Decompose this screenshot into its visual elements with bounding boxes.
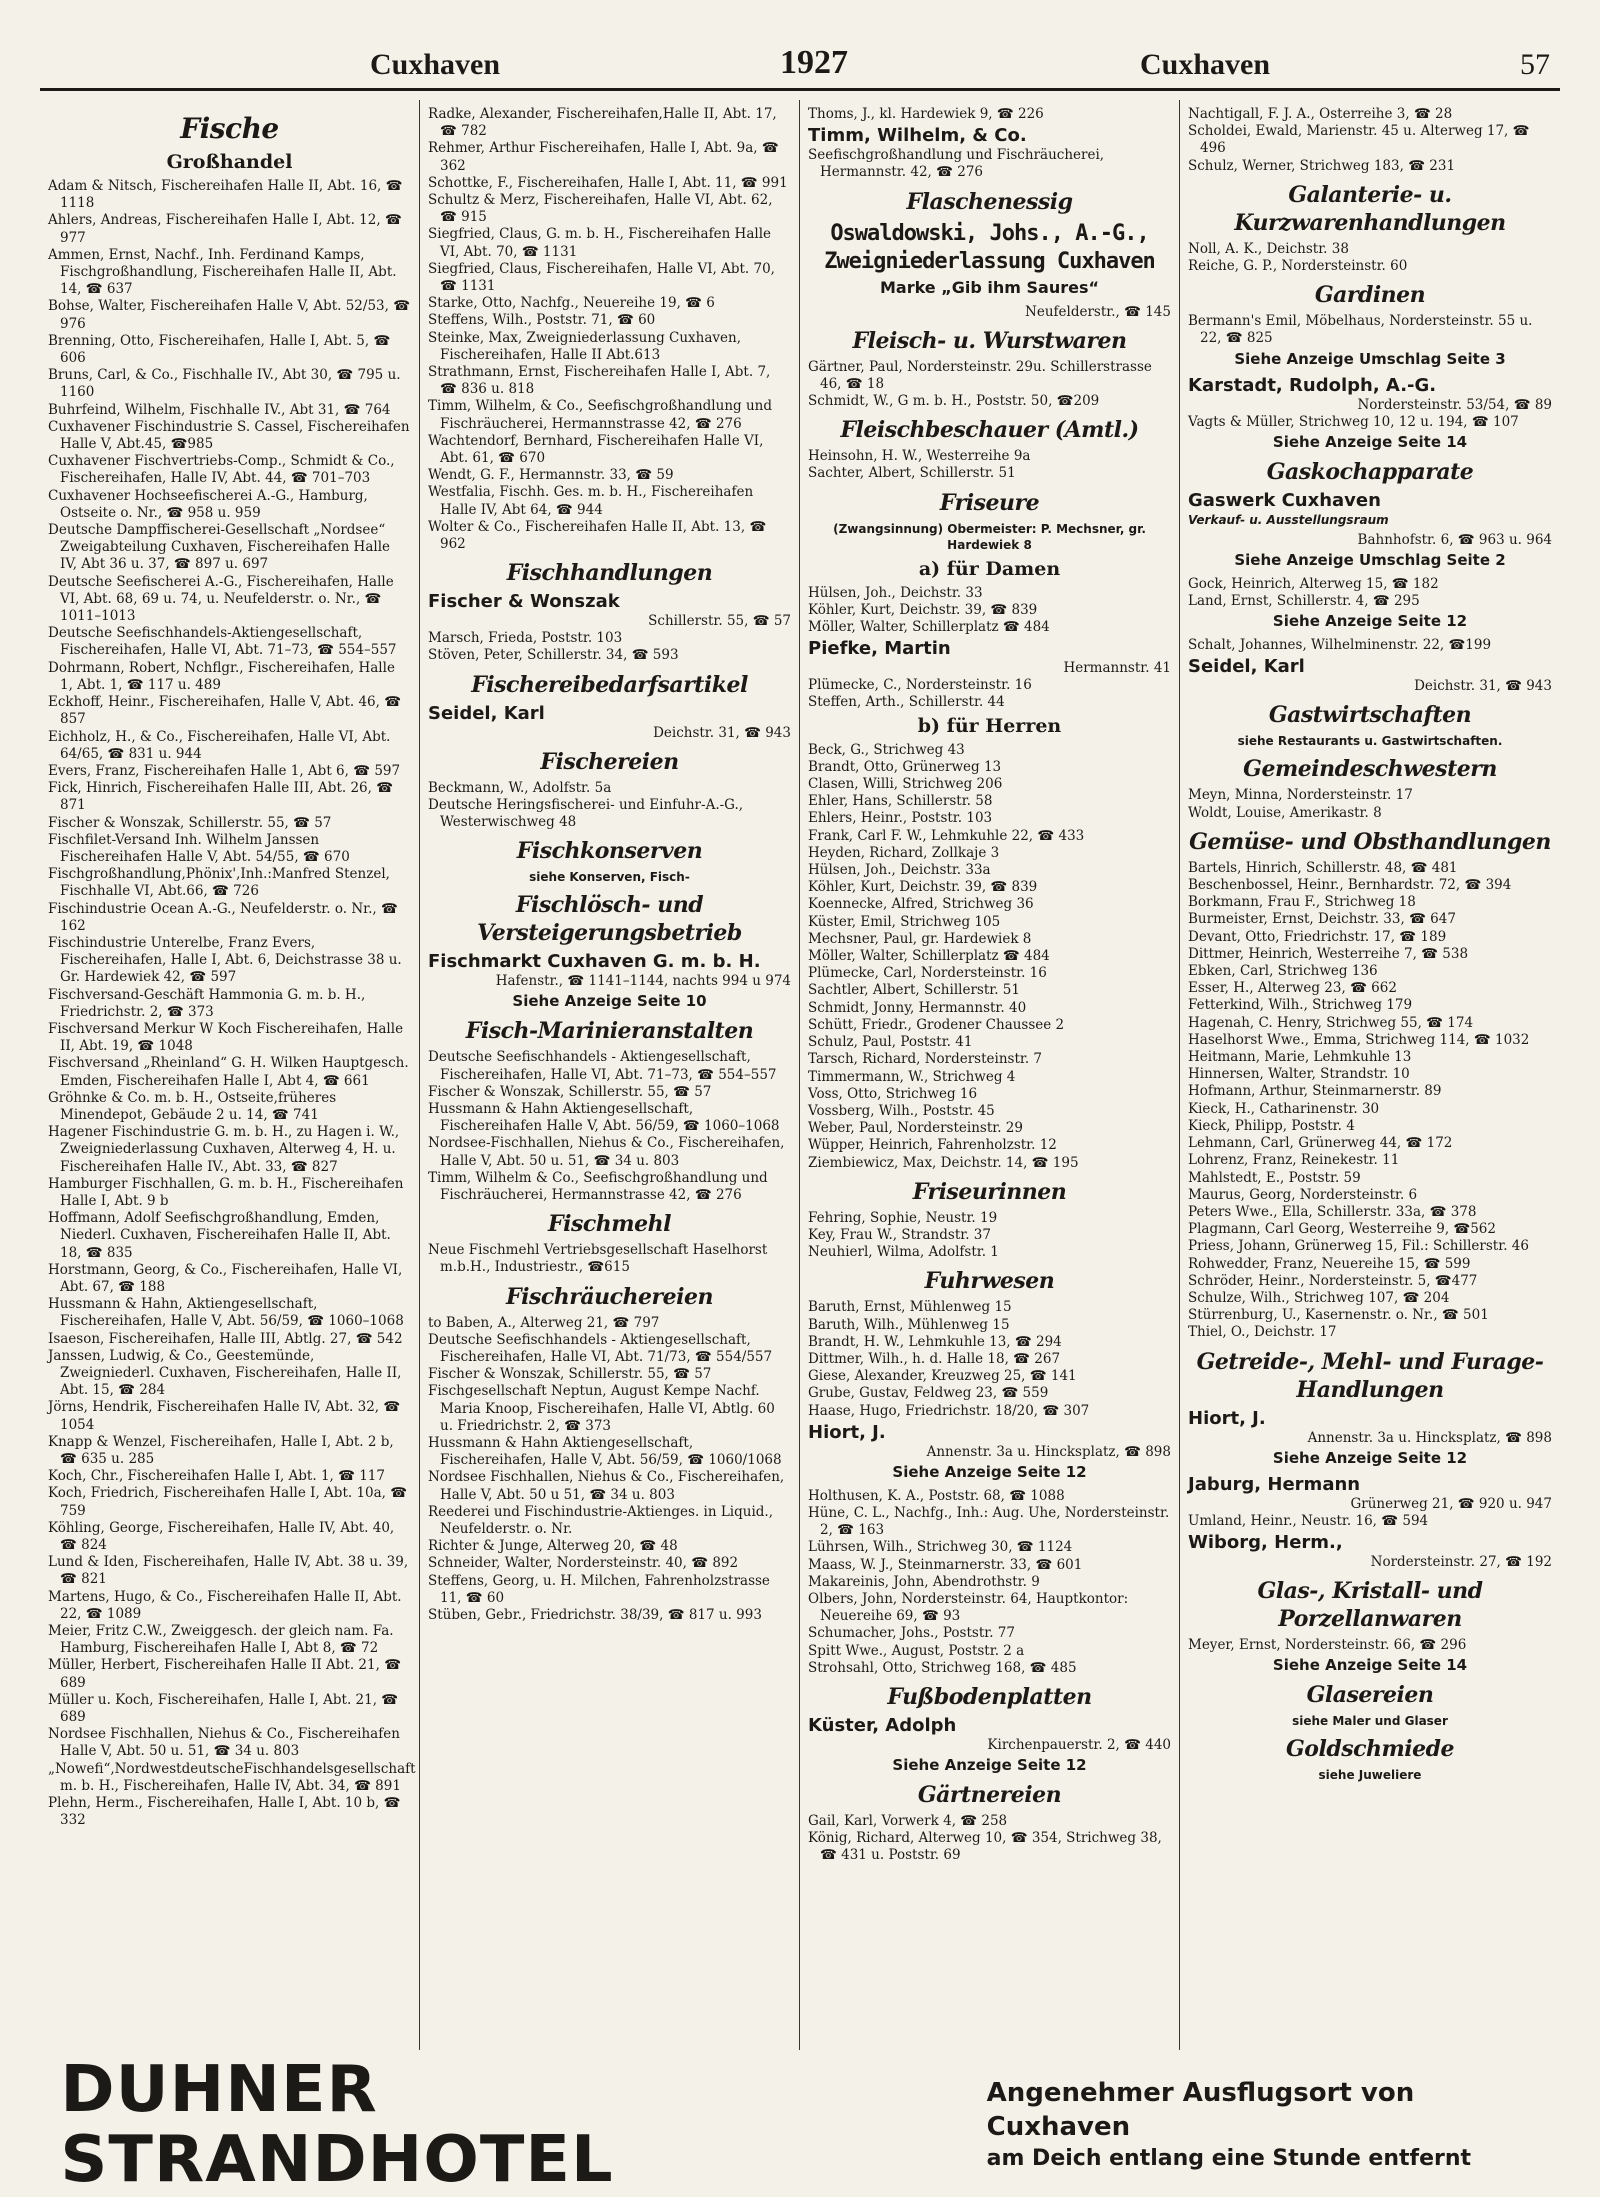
list-item: Vagts & Müller, Strichweg 10, 12 u. 194, ☎ 107 (1188, 413, 1519, 430)
header-city-right: Cuxhaven (1140, 48, 1271, 81)
ad-reference: Siehe Anzeige Seite 12 (892, 1462, 1087, 1481)
entry-list (428, 106, 791, 553)
list-item: Spitt Wwe., August, Poststr. 2 a (808, 1642, 1025, 1659)
guild-note: (Zwangsinnung) Obermeister: P. Mechsner, gr. Hardewiek 8 (833, 521, 1146, 552)
list-item: Hinnersen, Walter, Strandstr. 10 (1188, 1066, 1410, 1083)
list-item: Fischversand-Geschäft Hammonia G. m. b. H., Friedrichstr. 2, ☎ 373 (48, 986, 366, 1020)
list-item: Schulz, Paul, Poststr. 41 (808, 1034, 973, 1051)
list-item: Bohse, Walter, Fischereihafen Halle V, Abt. 52/53, ☎ 976 (48, 298, 411, 332)
entry-list (48, 178, 416, 1830)
section-title-friseurinnen: Friseurinnen (912, 1178, 1067, 1205)
list-item: Schumacher, Johs., Poststr. 77 (808, 1625, 1015, 1642)
section-title-gaertnereien: Gärtnereien (917, 1781, 1062, 1808)
list-item: to Baben, A., Alterweg 21, ☎ 797 (428, 1314, 660, 1331)
list-item: Hagenah, C. Henry, Strichweg 55, ☎ 174 (1188, 1014, 1474, 1031)
list-item: Deutsche Seefischhandels - Aktiengesellschaft, Fischereihafen, Halle VI, Abt. 71/73, ☎ 554/557 (428, 1331, 773, 1365)
firm-name-bold: Wiborg, Herm., (1188, 1531, 1343, 1553)
list-item: Kieck, H., Catharinenstr. 30 (1188, 1100, 1380, 1117)
list-item: Evers, Franz, Fischereihafen Halle 1, Abt 6, ☎ 597 (48, 762, 401, 779)
list-item: Beckmann, W., Adolfstr. 5a (428, 779, 612, 796)
section-title-fleischbeschauer: Fleischbeschauer (Amtl.) (840, 417, 1139, 444)
list-item: Martens, Hugo, & Co., Fischereihafen Halle II, Abt. 22, ☎ 1089 (48, 1588, 402, 1622)
list-item: Dittmer, Wilh., h. d. Halle 18, ☎ 267 (808, 1350, 1061, 1367)
list-item: Sachtler, Albert, Schillerstr. 51 (808, 982, 1020, 999)
list-item: Beschenbossel, Heinr., Bernhardstr. 72, ☎ 394 (1188, 877, 1512, 894)
cross-reference-note: siehe Konserven, Fisch- (529, 870, 690, 885)
firm-name-bold: Fischmarkt Cuxhaven G. m. b. H. (428, 951, 761, 973)
subsection-damen: a) für Damen (918, 557, 1061, 580)
list-item: Nordsee Fischhallen, Niehus & Co., Fischereihafen, Halle V, Abt. 50 u 51, ☎ 34 u. 803 (428, 1469, 785, 1503)
section-title-getreide: Getreide-, Mehl- und Furage-Handlungen (1196, 1348, 1544, 1403)
list-item: Deutsche Seefischhandels - Aktiengesellschaft, Fischereihafen, Halle VI, Abt. 71–73, ☎ 554–557 (428, 1049, 777, 1083)
list-item: Hussmann & Hahn Aktiengesellschaft, Fischereihafen Halle V, Abt. 56/59, ☎ 1060–1068 (428, 1100, 780, 1135)
list-item: Brenning, Otto, Fischereihafen, Halle I, Abt. 5, ☎ 606 (48, 332, 391, 367)
section-title-fischhandlungen: Fischhandlungen (506, 560, 713, 587)
list-item: Frank, Carl F. W., Lehmkuhle 22, ☎ 433 (808, 827, 1085, 844)
list-item: Nordsee Fischhallen, Niehus & Co., Fischereihafen Halle V, Abt. 50 u. 51, ☎ 34 u. 803 (48, 1726, 400, 1760)
list-item: Noll, A. K., Deichstr. 38 (1188, 240, 1349, 257)
list-item: Eichholz, H., & Co., Fischereihafen, Halle VI, Abt. 64/65, ☎ 831 u. 944 (48, 728, 391, 762)
firm-address: Deichstr. 31, ☎ 943 (653, 724, 791, 741)
list-item: Ehlers, Heinr., Poststr. 103 (808, 810, 993, 827)
list-item: Fischer & Wonszak, Schillerstr. 55, ☎ 57 (428, 1083, 712, 1100)
list-item: Borkmann, Frau F., Strichweg 18 (1188, 894, 1416, 911)
section-title-gemeindeschwestern: Gemeindeschwestern (1243, 756, 1497, 783)
firm-name-bold: Fischer & Wonszak (428, 591, 620, 613)
list-item: Lohrenz, Franz, Reinekestr. 11 (1188, 1152, 1400, 1169)
list-item: Adam & Nitsch, Fischereihafen Halle II, Abt. 16, ☎ 1118 (48, 178, 403, 212)
entry-list (1188, 637, 1552, 654)
list-item: Richter & Junge, Alterweg 20, ☎ 48 (428, 1538, 678, 1555)
list-item: Umland, Heinr., Neustr. 16, ☎ 594 (1188, 1512, 1429, 1529)
ad-reference: Siehe Anzeige Seite 12 (1272, 612, 1468, 631)
list-item: Strohsahl, Otto, Strichweg 168, ☎ 485 (808, 1659, 1077, 1676)
list-item: Fischindustrie Unterelbe, Franz Evers, Fischereihafen, Halle I, Abt. 6, Deichstrasse 38 u. Gr. Hardewiek 42, ☎ 597 (48, 934, 402, 986)
column-4 (1180, 100, 1560, 2050)
section-title-flaschenessig: Flaschenessig (906, 188, 1073, 215)
entry-list (428, 780, 791, 832)
list-item: Dittmer, Heinrich, Westerreihe 7, ☎ 538 (1188, 945, 1469, 962)
list-item: Bartels, Hinrich, Schillerstr. 48, ☎ 481 (1188, 859, 1458, 876)
list-item: Schmidt, Jonny, Hermannstr. 40 (808, 999, 1027, 1016)
list-item: Makareinis, John, Abendrothstr. 9 (808, 1573, 1040, 1590)
list-item: Hagener Fischindustrie G. m. b. H., zu Hagen i. W., Zweigniederlassung Cuxhaven, Alterweg 4, H. u. Fischereihafen Halle IV., Abt. 33, ☎ 827 (48, 1124, 400, 1175)
list-item: Schütt, Friedr., Grodener Chaussee 2 (808, 1016, 1065, 1033)
list-item: Fetterkind, Wilh., Strichweg 179 (1188, 997, 1413, 1014)
column-2 (420, 100, 800, 2050)
list-item: Thoms, J., kl. Hardewiek 9, ☎ 226 (808, 106, 1044, 122)
entry-list (1188, 313, 1552, 347)
firm-name-bold: Küster, Adolph (808, 1714, 957, 1736)
subsection-herren: b) für Herren (917, 714, 1062, 737)
page-header (40, 40, 1560, 91)
list-item: Dohrmann, Robert, Nchflgr., Fischereihafen, Halle 1, Abt. 1, ☎ 117 u. 489 (48, 659, 395, 693)
list-item: Köhler, Kurt, Deichstr. 39, ☎ 839 (808, 879, 1038, 896)
entry-list (1188, 1513, 1552, 1530)
entry-list (808, 1299, 1171, 1419)
list-item: Mahlstedt, E., Poststr. 59 (1188, 1169, 1361, 1186)
brand-slogan: Marke „Gib ihm Saures“ (879, 277, 1099, 297)
section-title-fischraeuchereien: Fischräuchereien (506, 1283, 713, 1310)
firm-address: Kirchenpauerstr. 2, ☎ 440 (987, 1736, 1171, 1753)
list-item: Jörns, Hendrik, Fischereihafen Halle IV, Abt. 32, ☎ 1054 (48, 1399, 401, 1433)
list-item: Steffens, Georg, u. H. Milchen, Fahrenholzstrasse 11, ☎ 60 (428, 1572, 770, 1606)
list-item: Giese, Alexander, Kreuzweg 25, ☎ 141 (808, 1368, 1077, 1385)
list-item: Fischindustrie Ocean A.-G., Neufelderstr. o. Nr., ☎ 162 (48, 900, 398, 934)
list-item: Gärtner, Paul, Nordersteinstr. 29u. Schillerstrasse 46, ☎ 18 (808, 358, 1152, 392)
list-item: Wachtendorf, Bernhard, Fischereihafen Halle VI, Abt. 61, ☎ 670 (428, 432, 764, 467)
list-item: Peters Wwe., Ella, Schillerstr. 33a, ☎ 378 (1188, 1203, 1477, 1220)
list-item: Voss, Otto, Strichweg 16 (808, 1085, 978, 1102)
list-item: Woldt, Louise, Amerikastr. 8 (1188, 804, 1382, 821)
list-item: Heyden, Richard, Zollkaje 3 (808, 844, 1000, 861)
list-item: Ebken, Carl, Strichweg 136 (1188, 963, 1378, 980)
list-item: Hülsen, Joh., Deichstr. 33 (808, 584, 983, 601)
firm-address: Nordersteinstr. 27, ☎ 192 (1370, 1553, 1552, 1570)
firm-address: Annenstr. 3a u. Hincksplatz, ☎ 898 (1307, 1429, 1552, 1446)
firm-name-bold: Hiort, J. (1188, 1407, 1266, 1429)
list-item: Siegfried, Claus, G. m. b. H., Fischereihafen Halle VI, Abt. 70, ☎ 1131 (428, 226, 771, 260)
list-item: König, Richard, Alterweg 10, ☎ 354, Strichweg 38, ☎ 431 u. Poststr. 69 (808, 1830, 1162, 1864)
list-item: Gröhnke & Co. m. b. H., Ostseite,früheres Minendepot, Gebäude 2 u. 14, ☎ 741 (48, 1089, 337, 1123)
list-item: Hussmann & Hahn Aktiengesellschaft, Fischereihafen, Halle V, Abt. 56/59, ☎ 1060/1068 (428, 1434, 782, 1469)
section-title-fischloesch: Fischlösch- und Versteigerungsbetrieb (477, 892, 742, 947)
list-item: Tarsch, Richard, Nordersteinstr. 7 (808, 1051, 1043, 1068)
list-item: Lührsen, Wilh., Strichweg 30, ☎ 1124 (808, 1539, 1073, 1556)
list-item: Kieck, Philipp, Poststr. 4 (1188, 1117, 1355, 1134)
list-item: Küster, Emil, Strichweg 105 (808, 913, 1001, 930)
ad-reference: Siehe Anzeige Seite 12 (892, 1755, 1087, 1774)
entry-list (808, 677, 1171, 711)
list-item: Reederei und Fischindustrie-Aktienges. in Liquid., Neufelderstr. o. Nr. (428, 1503, 774, 1537)
list-item: Maurus, Georg, Nordersteinstr. 6 (1188, 1186, 1418, 1203)
header-year: 1927 (780, 44, 848, 81)
cross-reference-note: siehe Juweliere (1318, 1767, 1422, 1782)
entry-list (808, 1488, 1171, 1677)
entry-list (1188, 860, 1552, 1342)
list-item: Möller, Walter, Schillerplatz ☎ 484 (808, 948, 1050, 965)
list-item: Meier, Fritz C.W., Zweiggesch. der gleich nam. Fa. Hamburg, Fischereihafen Halle I, Abt 8, ☎ 72 (48, 1623, 394, 1657)
banner-line-2: am Deich entlang eine Stunde entfernt (986, 2146, 1472, 2171)
list-item: Heitmann, Marie, Lehmkuhle 13 (1188, 1049, 1412, 1066)
entry-list (1188, 787, 1552, 821)
list-item: Brandt, H. W., Lehmkuhle 13, ☎ 294 (808, 1333, 1062, 1350)
list-item: Burmeister, Ernst, Deichstr. 33, ☎ 647 (1188, 911, 1456, 928)
list-item: Beck, G., Strichweg 43 (808, 741, 965, 758)
section-title-glasereien: Glasereien (1306, 1681, 1434, 1708)
section-title-fussbodenplatten: Fußbodenplatten (887, 1683, 1092, 1710)
list-item: Mechsner, Paul, gr. Hardewiek 8 (808, 930, 1032, 947)
list-item: Wolter & Co., Fischereihafen Halle II, Abt. 13, ☎ 962 (428, 518, 767, 553)
header-city-left: Cuxhaven (370, 48, 501, 81)
section-title-friseure: Friseure (939, 489, 1040, 516)
list-item: Isaeson, Fischereihafen, Halle III, Abtlg. 27, ☎ 542 (48, 1330, 403, 1347)
list-item: Fischversand Merkur W Koch Fischereihafen, Halle II, Abt. 19, ☎ 1048 (48, 1020, 404, 1055)
list-item: Schultz & Merz, Fischereihafen, Halle VI, Abt. 62, ☎ 915 (428, 192, 773, 226)
list-item: Brandt, Otto, Grünerweg 13 (808, 758, 1002, 775)
banner-line-1: Angenehmer Ausflugsort von Cuxhaven (986, 2078, 1415, 2142)
section-subtitle-grosshandel: Großhandel (166, 151, 293, 173)
section-title-gastwirtschaften: Gastwirtschaften (1268, 702, 1472, 729)
firm-subline: Verkauf- u. Ausstellungsraum (1188, 512, 1389, 527)
list-item: Ziembiewicz, Max, Deichstr. 14, ☎ 195 (808, 1154, 1079, 1171)
list-item: Fick, Hinrich, Fischereihafen Halle III, Abt. 26, ☎ 871 (48, 780, 394, 814)
firm-name-bold: Karstadt, Rudolph, A.-G. (1188, 374, 1437, 396)
section-title-marinieranstalten: Fisch-Marinieranstalten (465, 1018, 754, 1045)
list-item: Bermann's Emil, Möbelhaus, Nordersteinstr. 55 u. 22, ☎ 825 (1188, 313, 1533, 347)
ad-reference: Siehe Anzeige Umschlag Seite 3 (1234, 349, 1506, 368)
section-title-gaskochapparate: Gaskochapparate (1266, 458, 1474, 485)
list-item: Holthusen, K. A., Poststr. 68, ☎ 1088 (808, 1487, 1065, 1504)
list-item: Koch, Friedrich, Fischereihafen Halle I, Abt. 10a, ☎ 759 (48, 1485, 408, 1519)
firm-address: Hermannstr. 41 (1063, 660, 1171, 677)
list-item: Cuxhavener Hochseefischerei A.-G., Hamburg, Ostseite o. Nr., ☎ 958 u. 959 (48, 487, 368, 521)
list-item: Steffen, Arth., Schillerstr. 44 (808, 694, 1005, 711)
list-item: Hofmann, Arthur, Steinmarnerstr. 89 (1188, 1083, 1442, 1100)
list-item: Janssen, Ludwig, & Co., Geestemünde, Zweigniederl. Cuxhaven, Fischereihafen, Halle II, Abt. 15, ☎ 284 (48, 1347, 402, 1399)
list-item: Deutsche Seefischerei A.-G., Fischereihafen, Halle VI, Abt. 68, 69 u. 74, u. Neufelderstr. o. Nr., ☎ 1011–1013 (48, 573, 394, 625)
column-1 (40, 100, 420, 2050)
list-item: Schulze, Wilh., Strichweg 107, ☎ 204 (1188, 1289, 1450, 1306)
banner-tagline (987, 2076, 1560, 2174)
firm-address: Nordersteinstr. 53/54, ☎ 89 (1357, 396, 1552, 413)
list-item: Koennecke, Alfred, Strichweg 36 (808, 896, 1034, 913)
list-item: Hüne, C. L., Nachfg., Inh.: Aug. Uhe, Nordersteinstr. 2, ☎ 163 (808, 1504, 1170, 1539)
ad-reference: Siehe Anzeige Umschlag Seite 2 (1234, 550, 1506, 569)
advertisement-banner (40, 2053, 1560, 2197)
list-item: Fischer & Wonszak, Schillerstr. 55, ☎ 57 (48, 814, 332, 831)
directory-columns (40, 100, 1560, 2050)
entry-list (1188, 576, 1552, 610)
list-item: Eckhoff, Heinr., Fischereihafen, Halle V, Abt. 46, ☎ 857 (48, 694, 402, 728)
list-item: Rohwedder, Franz, Neuereihe 15, ☎ 599 (1188, 1255, 1471, 1272)
list-item: Land, Ernst, Schillerstr. 4, ☎ 295 (1188, 593, 1420, 610)
entry-list (428, 1315, 791, 1625)
list-item: Timm, Wilhelm, & Co., Seefischgroßhandlung und Fischräucherei, Hermannstrasse 42, ☎ 276 (428, 398, 772, 432)
list-item: Stöven, Peter, Schillerstr. 34, ☎ 593 (428, 647, 679, 664)
list-item: Fischgroßhandlung,Phönix',Inh.:Manfred Stenzel, Fischhalle VI, Abt.66, ☎ 726 (48, 866, 390, 900)
list-item: Lehmann, Carl, Grünerweg 44, ☎ 172 (1188, 1135, 1453, 1152)
list-item: Haase, Hugo, Friedrichstr. 18/20, ☎ 307 (808, 1402, 1090, 1419)
entry-list (808, 742, 1171, 1172)
cross-reference-note: siehe Restaurants u. Gastwirtschaften. (1237, 734, 1503, 749)
list-item: Hülsen, Joh., Deichstr. 33a (808, 862, 991, 879)
list-item: Ehler, Hans, Schillerstr. 58 (808, 793, 993, 810)
firm-name-bold: Seidel, Karl (1188, 656, 1305, 678)
entry-list (808, 1210, 1171, 1262)
list-item: Ahlers, Andreas, Fischereihafen Halle I, Abt. 12, ☎ 977 (48, 212, 402, 246)
list-item: Hamburger Fischhallen, G. m. b. H., Fischereihafen Halle I, Abt. 9 b (48, 1175, 404, 1209)
list-item: Haselhorst Wwe., Emma, Strichweg 114, ☎ 1032 (1188, 1031, 1530, 1048)
section-title-fleisch: Fleisch- u. Wurstwaren (852, 327, 1127, 354)
section-title-fuhrwesen: Fuhrwesen (924, 1268, 1055, 1295)
section-title-fischkonserven: Fischkonserven (516, 838, 703, 865)
firm-name-bold: Seidel, Karl (428, 702, 545, 724)
list-item: Fehring, Sophie, Neustr. 19 (808, 1209, 998, 1226)
list-item: Nachtigall, F. J. A., Osterreihe 3, ☎ 28 (1188, 106, 1453, 122)
list-item: Plümecke, C., Nordersteinstr. 16 (808, 677, 1032, 694)
list-item: Starke, Otto, Nachfg., Neuereihe 19, ☎ 6 (428, 295, 715, 312)
list-item: Devant, Otto, Friedrichstr. 17, ☎ 189 (1188, 928, 1447, 945)
section-title-gemuese: Gemüse- und Obsthandlungen (1189, 828, 1551, 855)
list-item: Hoffmann, Adolf Seefischgroßhandlung, Emden, Niederl. Cuxhaven, Fischereihafen Halle II, Abt. 18, ☎ 835 (48, 1210, 391, 1261)
section-title-gardinen: Gardinen (1314, 282, 1426, 309)
list-item: Knapp & Wenzel, Fischereihafen, Halle I, Abt. 2 b, ☎ 635 u. 285 (48, 1433, 394, 1468)
section-title-goldschmiede: Goldschmiede (1286, 1735, 1454, 1762)
firm-name-large: Oswaldowski, Johs., A.-G., Zweigniederlassung Cuxhaven (824, 220, 1155, 274)
section-title-fischereibedarf: Fischereibedarfsartikel (471, 671, 748, 698)
list-item: Fischgesellschaft Neptun, August Kempe Nachf. Maria Knoop, Fischereihafen, Halle VI, Abtlg. 60 u. Friedrichstr. 2, ☎ 373 (428, 1383, 775, 1434)
list-item: Schneider, Walter, Nordersteinstr. 40, ☎ 892 (428, 1555, 739, 1572)
firm-address: Grünerweg 21, ☎ 920 u. 947 (1350, 1495, 1552, 1512)
section-title-glas: Glas-, Kristall- und Porzellanwaren (1257, 1577, 1483, 1632)
entry-list (1188, 1637, 1552, 1654)
list-item: Clasen, Willi, Strichweg 206 (808, 776, 1003, 793)
entry-list (808, 1813, 1171, 1865)
list-item: Grube, Gustav, Feldweg 23, ☎ 559 (808, 1385, 1049, 1402)
entry-list (428, 1242, 791, 1276)
list-item: Bruns, Carl, & Co., Fischhalle IV., Abt 30, ☎ 795 u. 1160 (48, 367, 401, 401)
firm-address: Annenstr. 3a u. Hincksplatz, ☎ 898 (926, 1443, 1171, 1460)
entry-list (1188, 414, 1552, 431)
list-item: Neue Fischmehl Vertriebsgesellschaft Haselhorst m.b.H., Industriestr., ☎615 (428, 1242, 768, 1276)
entry-list (808, 106, 1171, 123)
entry-list (428, 1049, 791, 1204)
list-item: Fischfilet-Versand Inh. Wilhelm Janssen Fischereihafen Halle V, Abt. 54/55, ☎ 670 (48, 831, 350, 865)
list-item: Steinke, Max, Zweigniederlassung Cuxhaven, Fischereihafen, Halle II Abt.613 (428, 329, 741, 363)
list-item: Esser, H., Alterweg 23, ☎ 662 (1188, 980, 1397, 997)
list-item: Sachter, Albert, Schillerstr. 51 (808, 465, 1016, 482)
list-item: Plümecke, Carl, Nordersteinstr. 16 (808, 965, 1047, 982)
firm-address: Deichstr. 31, ☎ 943 (1414, 678, 1552, 695)
list-item: Schottke, F., Fischereihafen, Halle I, Abt. 11, ☎ 991 (428, 174, 788, 191)
list-item: Stüben, Gebr., Friedrichstr. 38/39, ☎ 817 u. 993 (428, 1606, 762, 1623)
ad-reference: Siehe Anzeige Seite 14 (1272, 1655, 1468, 1674)
list-item: Cuxhavener Fischvertriebs-Comp., Schmidt & Co., Fischereihafen, Halle IV, Abt. 44, ☎ 701–703 (48, 453, 395, 487)
cross-reference-note: siehe Maler und Glaser (1292, 1713, 1448, 1728)
firm-name-bold: Timm, Wilhelm, & Co. (808, 125, 1027, 147)
list-item: Schröder, Heinr., Nordersteinstr. 5, ☎477 (1188, 1272, 1478, 1289)
ad-reference: Siehe Anzeige Seite 14 (1272, 432, 1468, 451)
entry-list (428, 630, 791, 664)
list-item: Koch, Chr., Fischereihafen Halle I, Abt. 1, ☎ 117 (48, 1468, 385, 1485)
list-item: Westfalia, Fischh. Ges. m. b. H., Fischereihafen Halle IV, Abt 64, ☎ 944 (428, 484, 754, 518)
list-item: Baruth, Wilh., Mühlenweg 15 (808, 1316, 1010, 1333)
column-3 (800, 100, 1180, 2050)
list-item: Priess, Johann, Grünerweg 15, Fil.: Schillerstr. 46 (1188, 1238, 1529, 1255)
list-item: Schulz, Werner, Strichweg 183, ☎ 231 (1188, 157, 1456, 174)
list-item: Maass, W. J., Steinmarnerstr. 33, ☎ 601 (808, 1556, 1083, 1573)
section-title-galanterie: Galanterie- u. Kurzwarenhandlungen (1234, 181, 1506, 236)
page-number: 57 (1520, 48, 1550, 81)
list-item: Plagmann, Carl Georg, Westerreihe 9, ☎562 (1188, 1221, 1496, 1238)
list-item: Deutsche Seefischhandels-Aktiengesellschaft, Fischereihafen, Halle VI, Abt. 71–73, ☎ 554–557 (48, 625, 397, 659)
list-item: Köhler, Kurt, Deichstr. 39, ☎ 839 (808, 601, 1038, 618)
list-item: Thiel, O., Deichstr. 17 (1188, 1324, 1337, 1341)
list-item: Wüpper, Heinrich, Fahrenholzstr. 12 (808, 1137, 1057, 1154)
list-item: Weber, Paul, Nordersteinstr. 29 (808, 1120, 1023, 1137)
list-item: Steffens, Wilh., Poststr. 71, ☎ 60 (428, 312, 656, 329)
list-item: Köhling, George, Fischereihafen, Halle IV, Abt. 40, ☎ 824 (48, 1519, 395, 1554)
list-item: Schalt, Johannes, Wilhelminenstr. 22, ☎199 (1188, 637, 1492, 654)
ad-reference: Siehe Anzeige Seite 12 (1272, 1448, 1468, 1467)
section-title-fischereien: Fischereien (540, 748, 679, 775)
list-item: Baruth, Ernst, Mühlenweg 15 (808, 1299, 1012, 1316)
firm-address: Neufelderstr., ☎ 145 (1025, 303, 1171, 320)
list-item: Reiche, G. P., Nordersteinstr. 60 (1188, 258, 1408, 275)
list-item: Key, Frau W., Strandstr. 37 (808, 1226, 991, 1243)
entry-list (808, 585, 1171, 637)
list-item: Meyn, Minna, Nordersteinstr. 17 (1188, 787, 1413, 804)
firm-address: Bahnhofstr. 6, ☎ 963 u. 964 (1357, 531, 1552, 548)
firm-name-bold: Jaburg, Hermann (1188, 1473, 1361, 1495)
firm-name-bold: Gaswerk Cuxhaven (1188, 489, 1381, 511)
section-title-fischmehl: Fischmehl (548, 1211, 671, 1238)
list-item: „Nowefi“,NordwestdeutscheFischhandelsgesellschaft m. b. H., Fischereihafen, Halle IV, Abt. 34, ☎ 891 (48, 1760, 416, 1794)
list-item: Radke, Alexander, Fischereihafen,Halle II, Abt. 17, ☎ 782 (428, 106, 777, 140)
list-item: Nordsee-Fischhallen, Niehus & Co., Fischereihafen, Halle V, Abt. 50 u. 51, ☎ 34 u. 803 (428, 1135, 785, 1169)
list-item: Plehn, Herm., Fischereihafen, Halle I, Abt. 10 b, ☎ 332 (48, 1795, 401, 1829)
list-item: Deutsche Dampffischerei-Gesellschaft „Nordsee“ Zweigabteilung Cuxhaven, Fischereihafen Halle IV, Abt 36 u. 37, ☎ 897 u. 697 (48, 522, 390, 573)
list-item: Schmidt, W., G m. b. H., Poststr. 50, ☎209 (808, 393, 1100, 410)
list-item: Vossberg, Wilh., Poststr. 45 (808, 1102, 995, 1119)
list-item: Ammen, Ernst, Nachf., Inh. Ferdinand Kamps, Fischgroßhandlung, Fischereihafen Halle II, Abt. 14, ☎ 637 (48, 246, 397, 298)
list-item: Siegfried, Claus, Fischereihafen, Halle VI, Abt. 70, ☎ 1131 (428, 260, 775, 295)
list-item: Müller, Herbert, Fischereihafen Halle II Abt. 21, ☎ 689 (48, 1657, 402, 1691)
list-item: Meyer, Ernst, Nordersteinstr. 66, ☎ 296 (1188, 1636, 1467, 1653)
list-item: Wendt, G. F., Hermannstr. 33, ☎ 59 (428, 467, 674, 484)
firm-name-bold: Piefke, Martin (808, 638, 951, 660)
list-item: Marsch, Frieda, Poststr. 103 (428, 630, 623, 647)
list-item: Horstmann, Georg, & Co., Fischereihafen, Halle VI, Abt. 67, ☎ 188 (48, 1261, 403, 1295)
list-item: Strathmann, Ernst, Fischereihafen Halle I, Abt. 7, ☎ 836 u. 818 (428, 364, 771, 398)
list-item: Timm, Wilhelm & Co., Seefischgroßhandlung und Fischräucherei, Hermannstrasse 42, ☎ 276 (428, 1169, 768, 1203)
list-item: Lund & Iden, Fischereihafen, Halle IV, Abt. 38 u. 39, ☎ 821 (48, 1554, 409, 1588)
list-item: Neuhierl, Wilma, Adolfstr. 1 (808, 1244, 999, 1261)
list-item: Fischer & Wonszak, Schillerstr. 55, ☎ 57 (428, 1366, 712, 1383)
list-item: Scholdei, Ewald, Marienstr. 45 u. Alterweg 17, ☎ 496 (1188, 123, 1530, 157)
list-item: Stürrenburg, U., Kasernenstr. o. Nr., ☎ 501 (1188, 1307, 1489, 1324)
list-item: Gock, Heinrich, Alterweg 15, ☎ 182 (1188, 575, 1439, 592)
list-item: Gail, Karl, Vorwerk 4, ☎ 258 (808, 1812, 1008, 1829)
list-item: Möller, Walter, Schillerplatz ☎ 484 (808, 619, 1050, 636)
list-item: Buhrfeind, Wilhelm, Fischhalle IV., Abt 31, ☎ 764 (48, 401, 391, 418)
list-item: Cuxhavener Fischindustrie S. Cassel, Fischereihafen Halle V, Abt.45, ☎985 (48, 418, 410, 453)
list-item: Olbers, John, Nordersteinstr. 64, Hauptkontor: Neuereihe 69, ☎ 93 (808, 1590, 1129, 1625)
list-item: Timmermann, W., Strichweg 4 (808, 1068, 1016, 1085)
list-item: Heinsohn, H. W., Westerreihe 9a (808, 448, 1031, 465)
list-item: Fischversand „Rheinland“ G. H. Wilken Hauptgesch. Emden, Fischereihafen Halle I, Abt 4, ☎ 661 (48, 1055, 409, 1089)
firm-name-bold: Hiort, J. (808, 1421, 886, 1443)
entry-list (1188, 106, 1552, 175)
list-item: Rehmer, Arthur Fischereihafen, Halle I, Abt. 9a, ☎ 362 (428, 140, 779, 174)
entry-list (808, 448, 1171, 482)
firm-address: Hafenstr., ☎ 1141–1144, nachts 994 u 974 (495, 973, 791, 990)
banner-hotel-name: DUHNER STRANDHOTEL (60, 2053, 614, 2197)
list-item: Hussmann & Hahn, Aktiengesellschaft, Fischereihafen, Halle V, Abt. 56/59, ☎ 1060–1068 (48, 1296, 404, 1330)
ad-reference: Siehe Anzeige Seite 10 (512, 992, 707, 1011)
firm-address: Schillerstr. 55, ☎ 57 (648, 613, 791, 630)
entry-list (808, 359, 1171, 411)
list-item: Deutsche Heringsfischerei- und Einfuhr-A.-G., Westerwischweg 48 (428, 796, 744, 831)
firm-address: Seefischgroßhandlung und Fischräucherei, Hermannstr. 42, ☎ 276 (808, 147, 1105, 181)
entry-list (1188, 241, 1552, 275)
section-title-fische: Fische (180, 112, 279, 145)
list-item: Müller u. Koch, Fischereihafen, Halle I, Abt. 21, ☎ 689 (48, 1691, 399, 1726)
